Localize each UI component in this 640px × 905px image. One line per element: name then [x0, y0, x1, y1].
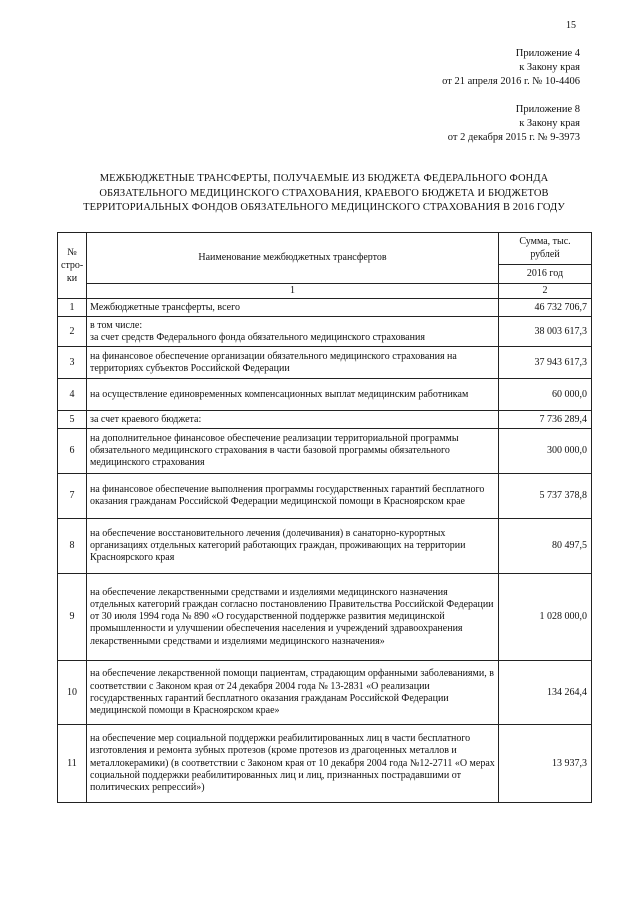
transfers-table	[57, 232, 592, 803]
header-num-line: стро-	[61, 260, 84, 272]
table-row	[58, 519, 592, 574]
row-number: 9	[58, 574, 87, 661]
header-num-line: №	[67, 247, 77, 259]
document-title-line: МЕЖБЮДЖЕТНЫЕ ТРАНСФЕРТЫ, ПОЛУЧАЕМЫЕ ИЗ БЮДЖЕТА ФЕДЕРАЛЬНОГО ФОНДА	[99, 173, 549, 184]
header-sum-line: рублей	[530, 248, 560, 260]
row-sum: 37 943 617,3	[499, 347, 592, 379]
table-row	[58, 317, 592, 347]
row-number: 10	[58, 661, 87, 725]
annex-current-date: от 21 апреля 2016 г. № 10-4406	[442, 76, 580, 87]
row-sum: 1 028 000,0	[499, 574, 592, 661]
header-sum-line: Сумма, тыс.	[519, 236, 571, 248]
row-number: 4	[58, 379, 87, 411]
row-name: Межбюджетные трансферты, всего	[87, 299, 499, 317]
table-index-row	[58, 284, 592, 299]
annex-current-law: к Закону края	[519, 62, 580, 73]
row-sum: 13 937,3	[499, 725, 592, 803]
row-name: за счет краевого бюджета:	[87, 411, 499, 429]
row-name: на финансовое обеспечение организации обязательного медицинского страхования на территориях субъектов Российской Федерации	[87, 347, 499, 379]
document-title	[56, 172, 592, 216]
annex-current-title: Приложение 4	[515, 48, 580, 59]
table-row	[58, 661, 592, 725]
table-row	[58, 411, 592, 429]
row-name: на обеспечение лекарственной помощи пациентам, страдающим орфанными заболеваниями, в соответствии с Законом края от 24 декабря 2004 года № 13-2831 «О реализации государственных гарантий бесплатного оказания гражданам Российской Федерации медицинской помощи в Красноярском крае»	[87, 661, 499, 725]
row-name: в том числе: за счет средств Федерального фонда обязательного медицинского страхования	[87, 317, 499, 347]
annex-original-title: Приложение 8	[515, 104, 580, 115]
table-row	[58, 474, 592, 519]
row-number: 6	[58, 429, 87, 474]
table-row	[58, 347, 592, 379]
table-header-row	[58, 233, 592, 265]
document-title-line: ОБЯЗАТЕЛЬНОГО МЕДИЦИНСКОГО СТРАХОВАНИЯ, КРАЕВОГО БЮДЖЕТА И БЮДЖЕТОВ	[99, 187, 549, 199]
row-sum: 80 497,5	[499, 519, 592, 574]
table-row	[58, 725, 592, 803]
table-row	[58, 574, 592, 661]
header-num-line: ки	[66, 273, 78, 285]
row-number: 3	[58, 347, 87, 379]
annex-current	[442, 47, 580, 89]
header-year: 2016 год	[499, 265, 592, 284]
row-number: 1	[58, 299, 87, 317]
row-sum: 7 736 289,4	[499, 411, 592, 429]
row-name: на обеспечение лекарственными средствами и изделиями медицинского назначения отдельных категорий граждан согласно постановлению Правительства Российской Федерации от 30 июля 1994 года № 890 «О государственной поддержке развития медицинской промышленности и улучшении обеспечения населения и учреждений здравоохранения лекарственными средствами и изделиями медицинского назначения»	[87, 574, 499, 661]
row-name: на осуществление единовременных компенсационных выплат медицинским работникам	[87, 379, 499, 411]
annex-original-date: от 2 декабря 2015 г. № 9-3973	[447, 132, 580, 143]
row-name: на финансовое обеспечение выполнения программы государственных гарантий бесплатного оказания гражданам Российской Федерации медицинской помощи в Красноярском крае	[87, 474, 499, 519]
row-name: на обеспечение восстановительного лечения (долечивания) в санаторно-курортных организациях отдельных категорий работающих граждан, проживающих на территории Красноярского края	[87, 519, 499, 574]
annex-original-law: к Закону края	[519, 118, 580, 129]
row-name: на дополнительное финансовое обеспечение реализации территориальной программы обязательного медицинского страхования в части базовой программы обязательного медицинского страхования	[87, 429, 499, 474]
table-row	[58, 299, 592, 317]
row-number: 8	[58, 519, 87, 574]
row-sum: 38 003 617,3	[499, 317, 592, 347]
row-sum: 134 264,4	[499, 661, 592, 725]
row-number: 11	[58, 725, 87, 803]
row-name: на обеспечение мер социальной поддержки реабилитированных лиц в части бесплатного изготовления и ремонта зубных протезов (кроме протезов из драгоценных металлов и металлокерамики) (в соответствии с Законом края от 10 декабря 2004 года №12-2711 «О мерах социальной поддержки реабилитированных лиц и лиц, признанных пострадавшими от политических репрессий»)	[87, 725, 499, 803]
row-sum: 60 000,0	[499, 379, 592, 411]
row-sum: 300 000,0	[499, 429, 592, 474]
header-name: Наименование межбюджетных трансфертов	[87, 233, 499, 284]
row-number: 7	[58, 474, 87, 519]
row-sum: 5 737 378,8	[499, 474, 592, 519]
row-number: 5	[58, 411, 87, 429]
page-number: 15	[566, 20, 576, 31]
table-row	[58, 429, 592, 474]
row-number: 2	[58, 317, 87, 347]
document-title-line: ТЕРРИТОРИАЛЬНЫХ ФОНДОВ ОБЯЗАТЕЛЬНОГО МЕДИЦИНСКОГО СТРАХОВАНИЯ В 2016 ГОДУ	[83, 202, 565, 213]
index-sum: 2	[499, 284, 592, 299]
table-row	[58, 379, 592, 411]
row-sum: 46 732 706,7	[499, 299, 592, 317]
header-sum	[499, 233, 592, 265]
annex-original	[448, 103, 580, 145]
index-name: 1	[87, 284, 499, 299]
table-body	[58, 299, 592, 803]
header-row-number	[58, 233, 87, 299]
